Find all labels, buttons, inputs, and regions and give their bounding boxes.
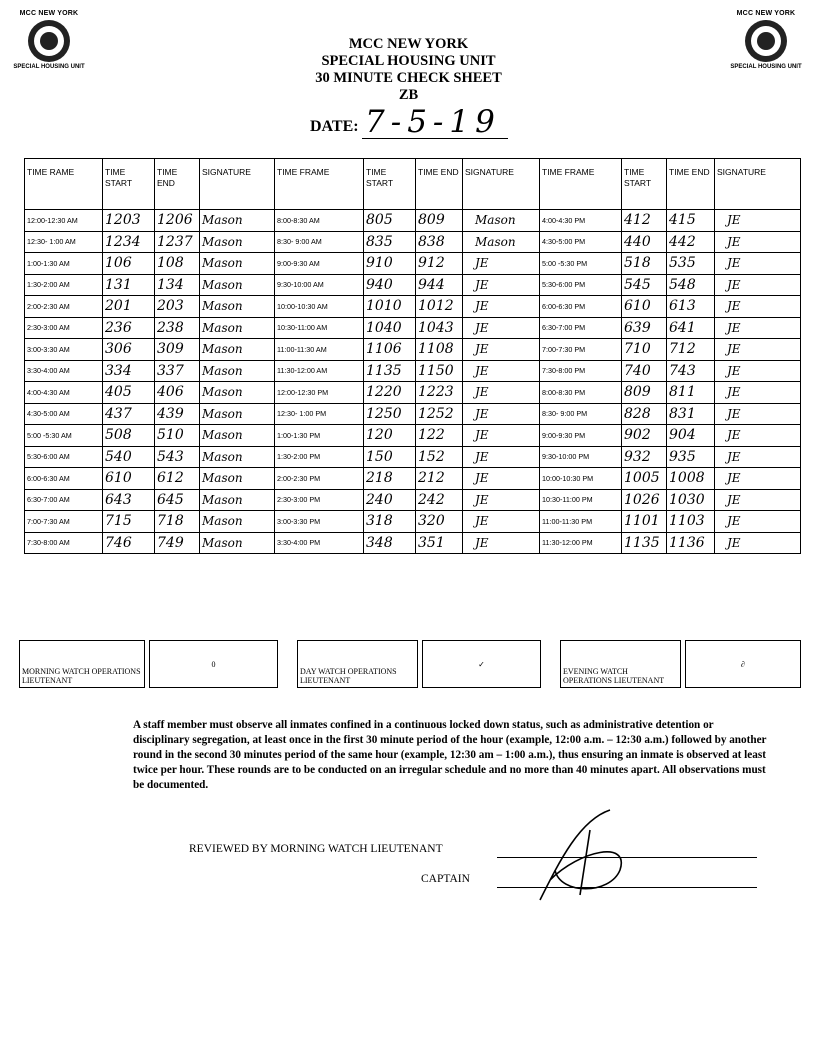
- time-start-cell: 1026: [622, 489, 667, 511]
- time-frame-cell: 10:00-10:30 AM: [275, 296, 364, 318]
- time-end-cell: 134: [155, 274, 200, 296]
- column-header: TIME END: [155, 159, 200, 210]
- time-frame-cell: 10:00-10:30 PM: [540, 468, 622, 490]
- table-row: [25, 360, 801, 382]
- signature-cell: JE: [463, 382, 540, 404]
- time-end-cell: 543: [155, 446, 200, 468]
- table-row: [25, 339, 801, 361]
- signature-cell: JE: [463, 253, 540, 275]
- signature-cell: Mason: [200, 446, 275, 468]
- time-start-cell: 1135: [622, 532, 667, 554]
- time-end-cell: 1223: [416, 382, 463, 404]
- time-end-cell: 320: [416, 511, 463, 533]
- signature-cell: JE: [715, 231, 801, 253]
- time-end-cell: 613: [667, 296, 715, 318]
- time-frame-cell: 3:30-4:00 PM: [275, 532, 364, 554]
- time-frame-cell: 9:00-9:30 AM: [275, 253, 364, 275]
- time-end-cell: 1252: [416, 403, 463, 425]
- time-start-cell: 715: [103, 511, 155, 533]
- time-frame-cell: 5:00 -5:30 AM: [25, 425, 103, 447]
- table-row: [25, 425, 801, 447]
- time-frame-cell: 7:30-8:00 AM: [25, 532, 103, 554]
- signature-cell: JE: [715, 296, 801, 318]
- time-start-cell: 318: [364, 511, 416, 533]
- column-header: TIME END: [416, 159, 463, 210]
- signature-cell: Mason: [200, 425, 275, 447]
- time-start-cell: 1010: [364, 296, 416, 318]
- time-start-cell: 610: [103, 468, 155, 490]
- time-frame-cell: 8:30- 9:00 AM: [275, 231, 364, 253]
- time-start-cell: 508: [103, 425, 155, 447]
- instructions-note: A staff member must observe all inmates confined in a continuous locked down status, such as administrative detention or disciplinary segregation, at least once in the first 30 minute period of the hour (example, 12:00 a.m. – 12:30 a.m.) followed by another round in the second 30 minutes period of the same hour (example, 12:30 am – 1:00 a.m.), thus ensuring an inmate is observed at least twice per hour. These rounds are to be conducted on an irregular schedule and no more than 40 minutes apart. All observations must be documented.: [133, 719, 767, 791]
- time-start-cell: 1040: [364, 317, 416, 339]
- time-frame-cell: 12:30- 1:00 AM: [25, 231, 103, 253]
- column-header: TIME START: [364, 159, 416, 210]
- time-frame-cell: 4:00-4:30 AM: [25, 382, 103, 404]
- time-start-cell: 1005: [622, 468, 667, 490]
- time-start-cell: 1135: [364, 360, 416, 382]
- lieutenant-initial: 0: [150, 641, 278, 688]
- logo-top-text: MCC NEW YORK: [736, 10, 796, 17]
- time-frame-cell: 8:30- 9:00 PM: [540, 403, 622, 425]
- time-end-cell: 809: [416, 210, 463, 232]
- signature-cell: JE: [463, 360, 540, 382]
- heading-line: SPECIAL HOUSING UNIT: [321, 53, 496, 69]
- document-heading: [0, 36, 817, 104]
- time-frame-cell: 7:00-7:30 AM: [25, 511, 103, 533]
- signature-cell: Mason: [200, 317, 275, 339]
- signature-cell: JE: [715, 253, 801, 275]
- signature-cell: JE: [463, 403, 540, 425]
- time-frame-cell: 5:30-6:00 AM: [25, 446, 103, 468]
- signature-cell: Mason: [200, 489, 275, 511]
- signature-cell: JE: [463, 489, 540, 511]
- signature-cell: JE: [715, 382, 801, 404]
- time-end-cell: 203: [155, 296, 200, 318]
- time-frame-cell: 6:30-7:00 AM: [25, 489, 103, 511]
- time-frame-cell: 11:30-12:00 AM: [275, 360, 364, 382]
- signature-cell: JE: [463, 339, 540, 361]
- time-end-cell: 351: [416, 532, 463, 554]
- column-header: TIME FRAME: [540, 159, 622, 210]
- date-underline: [362, 138, 508, 139]
- time-start-cell: 610: [622, 296, 667, 318]
- signature-cell: JE: [715, 468, 801, 490]
- time-end-cell: 212: [416, 468, 463, 490]
- signature-cell: Mason: [200, 253, 275, 275]
- time-frame-cell: 2:30-3:00 AM: [25, 317, 103, 339]
- time-end-cell: 415: [667, 210, 715, 232]
- time-frame-cell: 11:00-11:30 AM: [275, 339, 364, 361]
- lieutenant-signoff-table: [19, 640, 801, 688]
- signature-cell: JE: [715, 210, 801, 232]
- signature-cell: Mason: [463, 231, 540, 253]
- heading-line: 30 MINUTE CHECK SHEET: [315, 70, 502, 86]
- time-start-cell: 540: [103, 446, 155, 468]
- time-end-cell: 439: [155, 403, 200, 425]
- table-row: [25, 296, 801, 318]
- time-frame-cell: 1:30-2:00 PM: [275, 446, 364, 468]
- time-start-cell: 740: [622, 360, 667, 382]
- table-row: [25, 210, 801, 232]
- time-end-cell: 749: [155, 532, 200, 554]
- time-end-cell: 337: [155, 360, 200, 382]
- time-end-cell: 309: [155, 339, 200, 361]
- time-frame-cell: 1:00-1:30 PM: [275, 425, 364, 447]
- time-frame-cell: 11:00-11:30 PM: [540, 511, 622, 533]
- time-start-cell: 518: [622, 253, 667, 275]
- signature-cell: JE: [715, 403, 801, 425]
- time-start-cell: 131: [103, 274, 155, 296]
- time-end-cell: 1237: [155, 231, 200, 253]
- time-end-cell: 442: [667, 231, 715, 253]
- signature-cell: JE: [463, 274, 540, 296]
- column-header: TIME END: [667, 159, 715, 210]
- time-frame-cell: 1:00-1:30 AM: [25, 253, 103, 275]
- time-start-cell: 1250: [364, 403, 416, 425]
- time-frame-cell: 3:30-4:00 AM: [25, 360, 103, 382]
- time-frame-cell: 3:00-3:30 AM: [25, 339, 103, 361]
- time-frame-cell: 10:30-11:00 AM: [275, 317, 364, 339]
- signature-cell: JE: [463, 468, 540, 490]
- time-end-cell: 645: [155, 489, 200, 511]
- time-start-cell: 639: [622, 317, 667, 339]
- time-frame-cell: 9:00-9:30 PM: [540, 425, 622, 447]
- signature-cell: Mason: [200, 231, 275, 253]
- time-start-cell: 405: [103, 382, 155, 404]
- time-end-cell: 242: [416, 489, 463, 511]
- table-row: [25, 468, 801, 490]
- time-end-cell: 904: [667, 425, 715, 447]
- time-end-cell: 1012: [416, 296, 463, 318]
- time-end-cell: 641: [667, 317, 715, 339]
- time-frame-cell: 12:00-12:30 PM: [275, 382, 364, 404]
- time-frame-cell: 12:00-12:30 AM: [25, 210, 103, 232]
- time-start-cell: 1101: [622, 511, 667, 533]
- table-row: [25, 489, 801, 511]
- time-start-cell: 334: [103, 360, 155, 382]
- time-frame-cell: 5:00 -5:30 PM: [540, 253, 622, 275]
- time-frame-cell: 9:30-10:00 PM: [540, 446, 622, 468]
- column-header: TIME FRAME: [275, 159, 364, 210]
- table-row: [25, 532, 801, 554]
- time-start-cell: 120: [364, 425, 416, 447]
- time-frame-cell: 6:00-6:30 PM: [540, 296, 622, 318]
- time-end-cell: 108: [155, 253, 200, 275]
- date-label: DATE:: [310, 118, 359, 135]
- time-start-cell: 805: [364, 210, 416, 232]
- time-start-cell: 240: [364, 489, 416, 511]
- time-frame-cell: 12:30- 1:00 PM: [275, 403, 364, 425]
- time-start-cell: 932: [622, 446, 667, 468]
- logo-bottom-text: SPECIAL HOUSING UNIT: [730, 64, 802, 70]
- signature-cell: Mason: [200, 296, 275, 318]
- signature-cell: JE: [463, 511, 540, 533]
- signature-cell: Mason: [200, 382, 275, 404]
- signature-cell: JE: [463, 446, 540, 468]
- signature-cell: JE: [715, 425, 801, 447]
- time-frame-cell: 3:00-3:30 PM: [275, 511, 364, 533]
- signature-cell: JE: [715, 532, 801, 554]
- table-row: [25, 511, 801, 533]
- time-end-cell: 1008: [667, 468, 715, 490]
- time-start-cell: 902: [622, 425, 667, 447]
- signature-cell: Mason: [200, 339, 275, 361]
- time-end-cell: 712: [667, 339, 715, 361]
- time-frame-cell: 9:30-10:00 AM: [275, 274, 364, 296]
- time-frame-cell: 2:00-2:30 AM: [25, 296, 103, 318]
- column-header: TIME START: [103, 159, 155, 210]
- lieutenant-label: DAY WATCH OPERATIONS LIEUTENANT: [298, 641, 418, 688]
- table-row: [25, 274, 801, 296]
- time-frame-cell: 2:30-3:00 PM: [275, 489, 364, 511]
- time-end-cell: 548: [667, 274, 715, 296]
- time-end-cell: 838: [416, 231, 463, 253]
- time-start-cell: 1220: [364, 382, 416, 404]
- time-start-cell: 106: [103, 253, 155, 275]
- signature-cell: Mason: [200, 532, 275, 554]
- table-row: [25, 382, 801, 404]
- time-frame-cell: 4:30-5:00 AM: [25, 403, 103, 425]
- signature-cell: Mason: [200, 360, 275, 382]
- signature-cell: JE: [463, 532, 540, 554]
- time-start-cell: 940: [364, 274, 416, 296]
- time-end-cell: 535: [667, 253, 715, 275]
- time-end-cell: 935: [667, 446, 715, 468]
- time-start-cell: 1203: [103, 210, 155, 232]
- column-header: SIGNATURE: [200, 159, 275, 210]
- time-start-cell: 218: [364, 468, 416, 490]
- time-start-cell: 201: [103, 296, 155, 318]
- time-start-cell: 643: [103, 489, 155, 511]
- time-end-cell: 912: [416, 253, 463, 275]
- time-end-cell: 1043: [416, 317, 463, 339]
- time-frame-cell: 7:00-7:30 PM: [540, 339, 622, 361]
- time-frame-cell: 10:30-11:00 PM: [540, 489, 622, 511]
- time-start-cell: 1234: [103, 231, 155, 253]
- time-start-cell: 910: [364, 253, 416, 275]
- time-start-cell: 306: [103, 339, 155, 361]
- logo-bottom-text: SPECIAL HOUSING UNIT: [13, 64, 85, 70]
- time-end-cell: 612: [155, 468, 200, 490]
- check-table: [24, 158, 801, 554]
- signature-cell: JE: [715, 446, 801, 468]
- time-frame-cell: 8:00-8:30 AM: [275, 210, 364, 232]
- table-row: [25, 231, 801, 253]
- time-start-cell: 150: [364, 446, 416, 468]
- signature-cell: JE: [715, 274, 801, 296]
- table-row: [25, 317, 801, 339]
- time-start-cell: 348: [364, 532, 416, 554]
- time-frame-cell: 7:30-8:00 PM: [540, 360, 622, 382]
- lieutenant-label: MORNING WATCH OPERATIONS LIEUTENANT: [20, 641, 145, 688]
- time-frame-cell: 11:30-12:00 PM: [540, 532, 622, 554]
- signature-cell: JE: [715, 360, 801, 382]
- time-start-cell: 545: [622, 274, 667, 296]
- time-end-cell: 1136: [667, 532, 715, 554]
- time-start-cell: 437: [103, 403, 155, 425]
- lieutenant-initial: ∂: [686, 641, 801, 688]
- signature-cell: Mason: [200, 210, 275, 232]
- time-end-cell: 1150: [416, 360, 463, 382]
- time-start-cell: 236: [103, 317, 155, 339]
- time-end-cell: 238: [155, 317, 200, 339]
- signature-cell: JE: [463, 425, 540, 447]
- logo-top-text: MCC NEW YORK: [19, 10, 79, 17]
- review-signature: [520, 800, 640, 910]
- time-end-cell: 743: [667, 360, 715, 382]
- time-end-cell: 406: [155, 382, 200, 404]
- lieutenant-initial: ✓: [423, 641, 541, 688]
- column-header: SIGNATURE: [463, 159, 540, 210]
- time-frame-cell: 4:30-5:00 PM: [540, 231, 622, 253]
- time-start-cell: 440: [622, 231, 667, 253]
- signature-cell: JE: [715, 489, 801, 511]
- column-header: TIME START: [622, 159, 667, 210]
- heading-line: MCC NEW YORK: [348, 36, 469, 52]
- time-frame-cell: 2:00-2:30 PM: [275, 468, 364, 490]
- time-frame-cell: 6:30-7:00 PM: [540, 317, 622, 339]
- time-frame-cell: 4:00-4:30 PM: [540, 210, 622, 232]
- signature-cell: JE: [715, 317, 801, 339]
- column-header: TIME RAME: [25, 159, 103, 210]
- review-captain-label: CAPTAIN: [421, 873, 470, 885]
- time-end-cell: 811: [667, 382, 715, 404]
- time-end-cell: 718: [155, 511, 200, 533]
- date-value: 7-5-19: [365, 104, 501, 140]
- time-end-cell: 1030: [667, 489, 715, 511]
- time-end-cell: 122: [416, 425, 463, 447]
- signature-cell: Mason: [463, 210, 540, 232]
- time-start-cell: 809: [622, 382, 667, 404]
- table-row: [25, 446, 801, 468]
- time-end-cell: 152: [416, 446, 463, 468]
- time-end-cell: 1206: [155, 210, 200, 232]
- time-end-cell: 944: [416, 274, 463, 296]
- time-frame-cell: 5:30-6:00 PM: [540, 274, 622, 296]
- time-end-cell: 831: [667, 403, 715, 425]
- heading-line: ZB: [398, 87, 419, 103]
- signature-cell: Mason: [200, 468, 275, 490]
- lieutenant-label: EVENING WATCH OPERATIONS LIEUTENANT: [561, 641, 681, 688]
- time-start-cell: 1106: [364, 339, 416, 361]
- time-start-cell: 412: [622, 210, 667, 232]
- table-row: [25, 253, 801, 275]
- time-end-cell: 1108: [416, 339, 463, 361]
- time-end-cell: 510: [155, 425, 200, 447]
- time-end-cell: 1103: [667, 511, 715, 533]
- signature-cell: JE: [463, 317, 540, 339]
- time-start-cell: 828: [622, 403, 667, 425]
- signature-cell: Mason: [200, 403, 275, 425]
- time-frame-cell: 1:30-2:00 AM: [25, 274, 103, 296]
- time-start-cell: 710: [622, 339, 667, 361]
- signature-cell: JE: [715, 511, 801, 533]
- time-start-cell: 746: [103, 532, 155, 554]
- signature-cell: JE: [463, 296, 540, 318]
- table-row: [25, 403, 801, 425]
- time-start-cell: 835: [364, 231, 416, 253]
- time-frame-cell: 6:00-6:30 AM: [25, 468, 103, 490]
- column-header: SIGNATURE: [715, 159, 801, 210]
- review-lieutenant-label: REVIEWED BY MORNING WATCH LIEUTENANT: [189, 843, 443, 855]
- time-frame-cell: 8:00-8:30 PM: [540, 382, 622, 404]
- signature-cell: Mason: [200, 274, 275, 296]
- signature-cell: Mason: [200, 511, 275, 533]
- signature-cell: JE: [715, 339, 801, 361]
